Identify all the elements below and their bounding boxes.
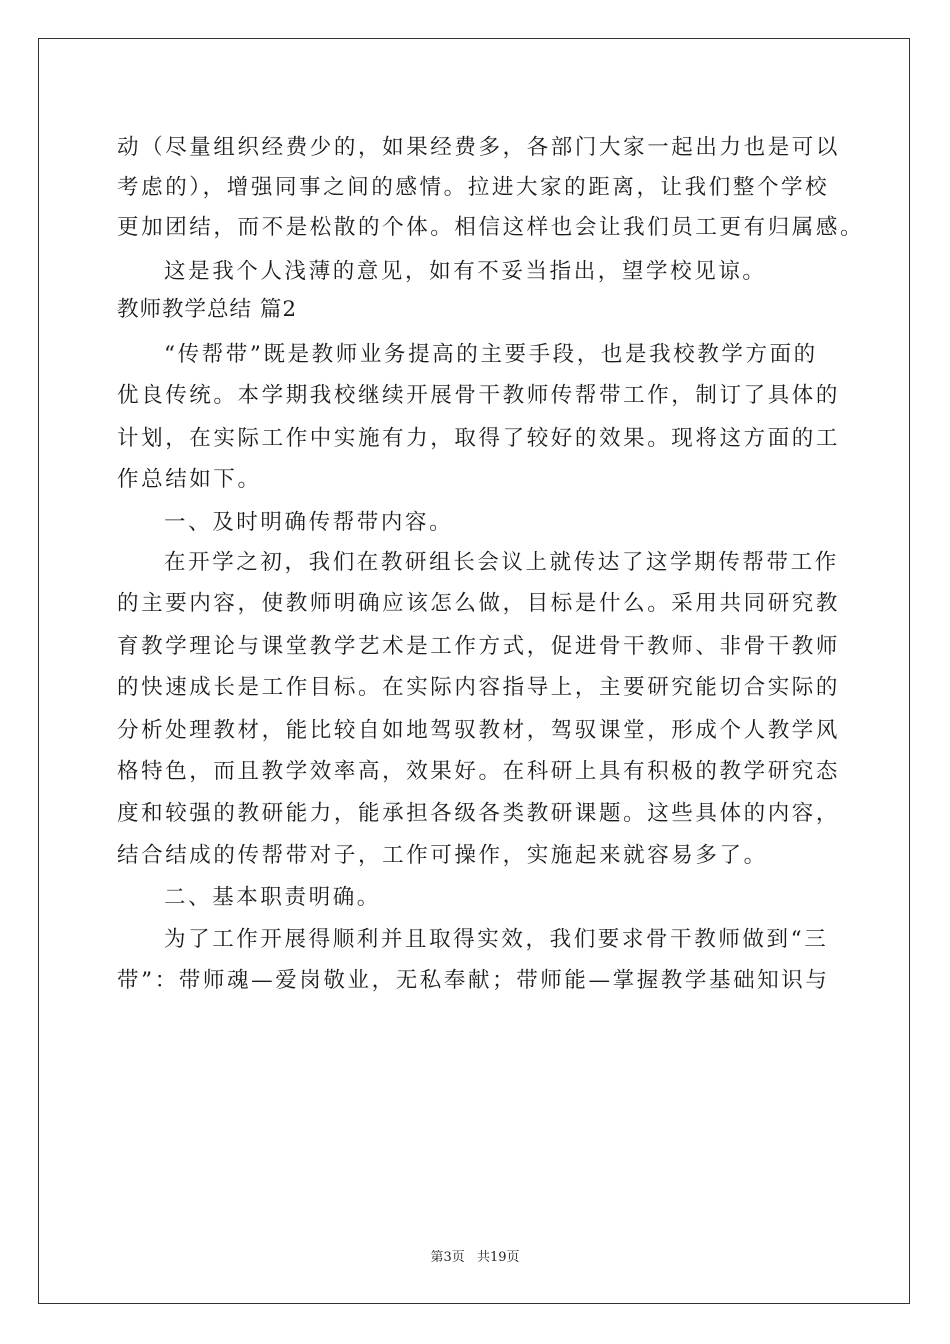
text-line: 的主要内容，使教师明确应该怎么做，目标是什么。采用共同研究教	[117, 591, 841, 616]
text-line: 优良传统。本学期我校继续开展骨干教师传帮带工作，制订了具体的	[117, 383, 841, 408]
section-heading: 教师教学总结 篇2	[117, 297, 298, 322]
text-line: “传帮带”既是教师业务提高的主要手段，也是我校教学方面的	[164, 342, 818, 367]
text-line: 计划，在实际工作中实施有力，取得了较好的效果。现将这方面的工	[117, 426, 841, 451]
text-line: 度和较强的教研能力，能承担各级各类教研课题。这些具体的内容，	[117, 801, 841, 826]
text-line: 动（尽量组织经费少的，如果经费多，各部门大家一起出力也是可以	[117, 135, 841, 160]
text-line: 的快速成长是工作目标。在实际内容指导上，主要研究能切合实际的	[117, 675, 841, 700]
text-line: 格特色，而且教学效率高，效果好。在科研上具有积极的教学研究态	[117, 759, 841, 784]
text-line: 分析处理教材，能比较自如地驾驭教材，驾驭课堂，形成个人教学风	[117, 718, 841, 743]
page-footer	[0, 1246, 950, 1265]
subheading-line: 二、基本职责明确。	[164, 885, 381, 910]
page-total: 共19页	[476, 1250, 520, 1265]
subheading-line: 一、及时明确传帮带内容。	[164, 510, 454, 535]
text-line: 在开学之初，我们在教研组长会议上就传达了这学期传帮带工作	[164, 550, 839, 575]
text-line: 作总结如下。	[117, 467, 262, 492]
page-number: 第3页	[430, 1250, 465, 1265]
text-line: 更加团结，而不是松散的个体。相信这样也会让我们员工更有归属感。	[117, 215, 865, 240]
text-line: 带”：带师魂—爱岗敬业，无私奉献；带师能—掌握教学基础知识与	[117, 968, 830, 993]
text-line: 为了工作开展得顺利并且取得实效，我们要求骨干教师做到“三	[164, 927, 829, 952]
text-line: 考虑的），增强同事之间的感情。拉进大家的距离，让我们整个学校	[117, 175, 830, 200]
text-line: 结合结成的传帮带对子，工作可操作，实施起来就容易多了。	[117, 843, 768, 868]
text-line: 这是我个人浅薄的意见，如有不妥当指出，望学校见谅。	[164, 259, 767, 284]
text-line: 育教学理论与课堂教学艺术是工作方式，促进骨干教师、非骨干教师	[117, 634, 841, 659]
